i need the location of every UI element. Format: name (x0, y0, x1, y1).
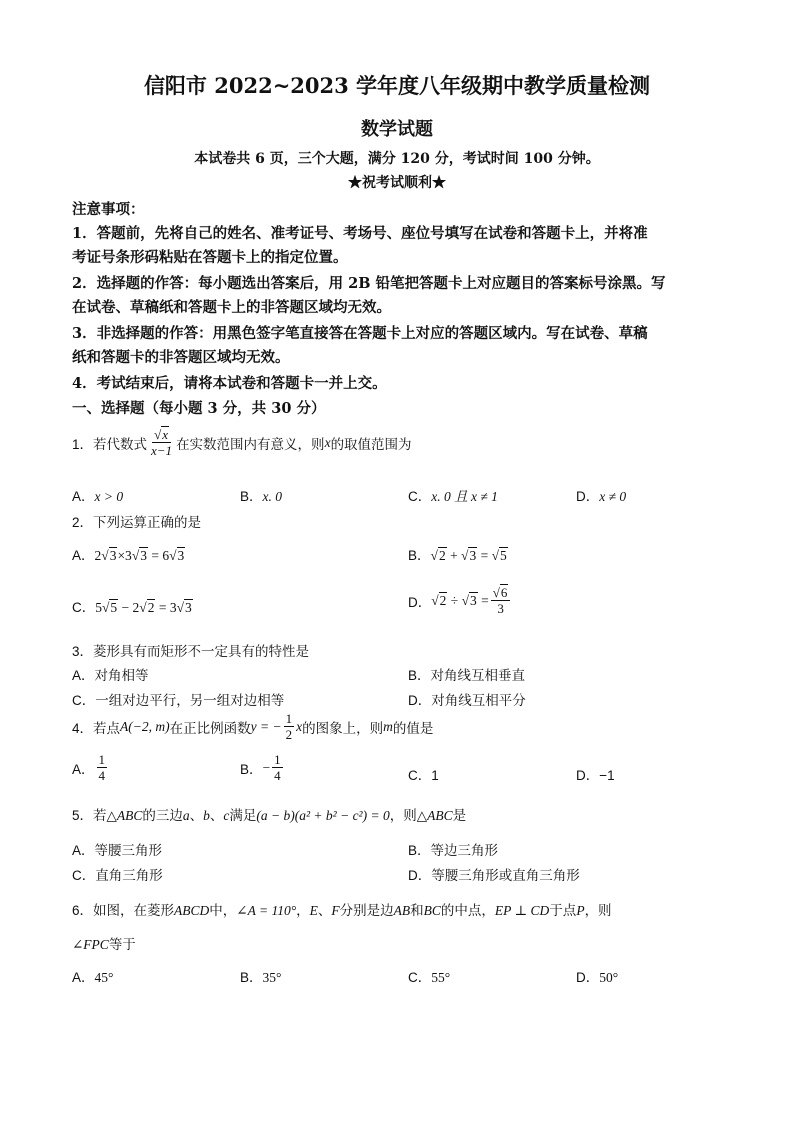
notes-line-7: 4．考试结束后，请将本试卷和答题卡一并上交。 (72, 375, 387, 392)
section-title: 一、选择题（每小题 3 分，共 30 分） (72, 400, 326, 417)
q1-option-d: D．x ≠ 0 (576, 489, 627, 504)
question-6-line-1: 6．如图，在菱形ABCD中，∠A = 110°，E、F分别是边AB和BC的中点，EP ⊥ CD于点P，则 (72, 903, 612, 918)
q1-option-c: C．x. 0 且 x ≠ 1 (408, 489, 498, 504)
question-1 (72, 428, 412, 457)
q5-option-d: D．等腰三角形或直角三角形 (408, 868, 580, 883)
q4-option-a: A． $\frac{1}{4}$ (72, 752, 106, 783)
q6-option-c: C．55° (408, 970, 451, 985)
q1-option-a: A．x > 0 (72, 489, 124, 504)
q1-option-b: B．x. 0 (240, 489, 283, 504)
q6-option-a: A．45° (72, 970, 114, 985)
q4-option-b: B． − $\frac{1}{4}$ (240, 752, 281, 783)
q2-option-c: C．5√5 − 2√2 = 3√3 (72, 600, 192, 615)
notes-line-6: 纸和答题卡的非答题区域均无效。 (72, 349, 290, 366)
q1-prefix: 1．若代数式 (72, 436, 148, 452)
q2-option-b: B．√2 + √3 = √5 (408, 548, 507, 563)
q1-var: x (324, 434, 331, 450)
q5-option-c: C．直角三角形 (72, 868, 163, 883)
exam-wish: ★祝考试顺利★ (348, 175, 446, 191)
q1-middle: 在实数范围内有意义，则 (176, 436, 325, 452)
question-2: 2．下列运算正确的是 (72, 515, 202, 530)
question-6-line-2: ∠FPC等于 (72, 937, 136, 952)
q3-option-b: B．对角线互相垂直 (408, 668, 526, 683)
notes-line-5: 3．非选择题的作答：用黑色签字笔直接答在答题卡上对应的答题区域内。写在试卷、草稿 (72, 325, 648, 342)
q2-option-d: D． √2 ÷ √3 = $\frac{√6}{3}$ (408, 586, 512, 615)
notes-line-1: 1．答题前，先将自己的姓名、准考证号、考场号、座位号填写在试卷和答题卡上，并将准 (72, 225, 648, 242)
q1-fraction: $\frac{√x}{x-1}$ (151, 427, 173, 458)
exam-title: 信阳市 2022~2023 学年度八年级期中教学质量检测 (143, 73, 651, 98)
q5-option-a: A．等腰三角形 (72, 843, 163, 858)
question-5: 5．若△ABC的三边a、b、c满足(a − b)(a² + b² − c²) = 0，则△ABC是 (72, 808, 467, 823)
q1-frac-num: x (162, 427, 168, 442)
notes-line-3: 2．选择题的作答：每小题选出答案后，用 2B 铅笔把答题卡上对应题目的答案标号涂黑。写 (72, 275, 666, 292)
q3-option-a: A．对角相等 (72, 668, 149, 683)
q3-option-c: C．一组对边平行，另一组对边相等 (72, 693, 285, 708)
q3-option-d: D．对角线互相平分 (408, 693, 526, 708)
q6-option-b: B．35° (240, 970, 282, 985)
exam-info: 本试卷共 6 页，三个大题，满分 120 分，考试时间 100 分钟。 (194, 151, 600, 167)
exam-subtitle: 数学试题 (361, 119, 433, 140)
q4-option-c: C．1 (408, 768, 439, 783)
q5-option-b: B．等边三角形 (408, 843, 499, 858)
q1-suffix: 的取值范围为 (330, 436, 412, 452)
q1-frac-den: x−1 (151, 443, 173, 458)
q4-option-d: D．−1 (576, 768, 615, 783)
notes-line-4: 在试卷、草稿纸和答题卡上的非答题区域均无效。 (72, 299, 391, 316)
question-3: 3．菱形具有而矩形不一定具有的特性是 (72, 644, 310, 659)
question-4: 4．若点 A(−2, m) 在正比例函数 y = − $\frac{1}{2}$ x 的图象上，则 m 的值是 (72, 711, 434, 742)
notes-heading: 注意事项： (72, 201, 145, 218)
q2-option-a: A．2√3×3√3 = 6√3 (72, 548, 185, 563)
q6-option-d: D．50° (576, 970, 619, 985)
notes-line-2: 考证号条形码粘贴在答题卡上的指定位置。 (72, 249, 348, 266)
